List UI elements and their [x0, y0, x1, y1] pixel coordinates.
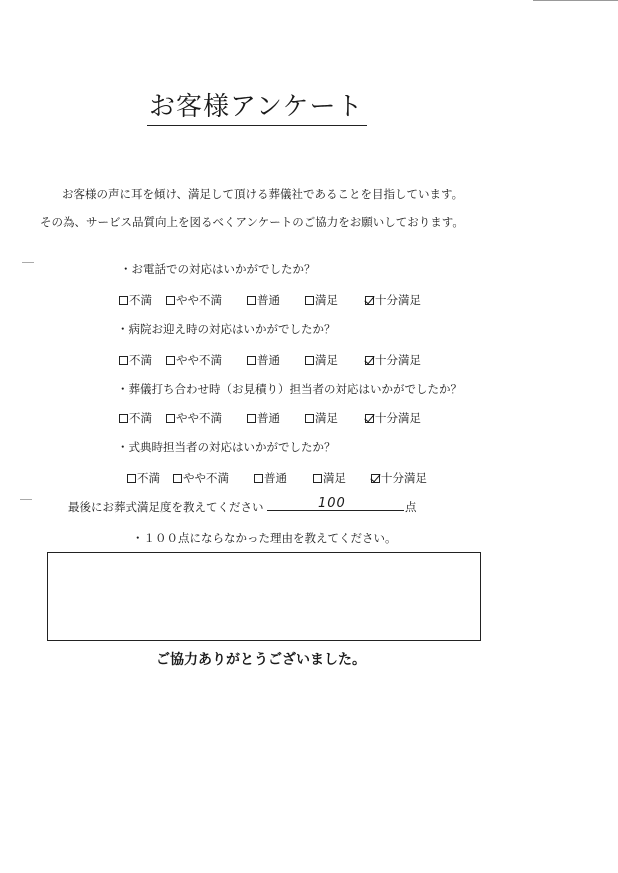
- option-label: 十分満足: [375, 293, 421, 307]
- option-4[interactable]: [305, 292, 338, 308]
- scan-mark: [22, 262, 34, 263]
- option-label: 十分満足: [381, 471, 427, 485]
- option-4[interactable]: [313, 470, 346, 486]
- option-label: 普通: [257, 293, 280, 307]
- option-4[interactable]: [305, 410, 338, 426]
- option-label: 不満: [129, 353, 152, 367]
- intro-line-2: その為、サービス品質向上を図るべくアンケートのご協力をお願いしております。: [40, 215, 464, 229]
- question-text: ・病院お迎え時の対応はいかがでしたか？: [117, 322, 336, 336]
- option-1[interactable]: [119, 410, 152, 426]
- option-label: やや不満: [176, 293, 222, 307]
- checkbox[interactable]: [166, 356, 175, 365]
- score-prompt: 最後にお葬式満足度を教えてください: [68, 500, 264, 514]
- option-1[interactable]: [119, 352, 152, 368]
- option-label: 十分満足: [375, 411, 421, 425]
- option-5[interactable]: [365, 410, 421, 426]
- checkbox[interactable]: [119, 414, 128, 423]
- option-2[interactable]: [173, 470, 229, 486]
- option-5[interactable]: [365, 292, 421, 308]
- question-text: ・お電話での対応はいかがでしたか？: [120, 262, 316, 276]
- checkbox[interactable]: [305, 296, 314, 305]
- option-3[interactable]: [247, 410, 280, 426]
- option-label: 満足: [315, 411, 338, 425]
- option-label: 不満: [137, 471, 160, 485]
- option-label: 満足: [315, 353, 338, 367]
- option-label: やや不満: [176, 411, 222, 425]
- intro-line-1: お客様の声に耳を傾け、満足して頂ける葬儀社であることを目指しています。: [62, 187, 464, 201]
- checkbox[interactable]: [247, 356, 256, 365]
- option-label: 普通: [257, 411, 280, 425]
- checkbox[interactable]: [119, 296, 128, 305]
- checkbox[interactable]: [173, 474, 182, 483]
- option-5[interactable]: [371, 470, 427, 486]
- checkbox[interactable]: [166, 296, 175, 305]
- option-5[interactable]: [365, 352, 421, 368]
- option-2[interactable]: [166, 410, 222, 426]
- score-value[interactable]: 100: [318, 496, 346, 511]
- checkbox-checked[interactable]: [365, 356, 374, 365]
- option-label: 普通: [264, 471, 287, 485]
- checkbox[interactable]: [247, 296, 256, 305]
- option-label: 満足: [315, 293, 338, 307]
- checkbox-checked[interactable]: [365, 414, 374, 423]
- scan-mark: [20, 499, 32, 500]
- checkbox[interactable]: [247, 414, 256, 423]
- option-label: 不満: [129, 293, 152, 307]
- option-3[interactable]: [247, 292, 280, 308]
- scan-edge-line: [533, 0, 618, 1]
- checkbox[interactable]: [127, 474, 136, 483]
- checkbox[interactable]: [166, 414, 175, 423]
- option-label: やや不満: [183, 471, 229, 485]
- page-title: お客様アンケート: [147, 86, 367, 126]
- option-label: やや不満: [176, 353, 222, 367]
- option-label: 十分満足: [375, 353, 421, 367]
- thanks-message: ご協力ありがとうございました。: [156, 652, 366, 668]
- option-1[interactable]: [127, 470, 160, 486]
- checkbox[interactable]: [254, 474, 263, 483]
- checkbox[interactable]: [305, 414, 314, 423]
- reason-textbox[interactable]: [47, 552, 481, 641]
- option-label: 普通: [257, 353, 280, 367]
- question-text: ・葬儀打ち合わせ時（お見積り）担当者の対応はいかがでしたか？: [117, 382, 462, 396]
- reason-prompt: ・１００点にならなかった理由を教えてください。: [132, 531, 397, 545]
- option-label: 満足: [323, 471, 346, 485]
- option-2[interactable]: [166, 292, 222, 308]
- option-2[interactable]: [166, 352, 222, 368]
- checkbox[interactable]: [119, 356, 128, 365]
- option-3[interactable]: [254, 470, 287, 486]
- question-text: ・式典時担当者の対応はいかがでしたか？: [117, 440, 336, 454]
- score-unit: 点: [405, 500, 417, 514]
- checkbox[interactable]: [305, 356, 314, 365]
- option-label: 不満: [129, 411, 152, 425]
- option-4[interactable]: [305, 352, 338, 368]
- checkbox[interactable]: [313, 474, 322, 483]
- checkbox-checked[interactable]: [371, 474, 380, 483]
- option-1[interactable]: [119, 292, 152, 308]
- option-3[interactable]: [247, 352, 280, 368]
- checkbox-checked[interactable]: [365, 296, 374, 305]
